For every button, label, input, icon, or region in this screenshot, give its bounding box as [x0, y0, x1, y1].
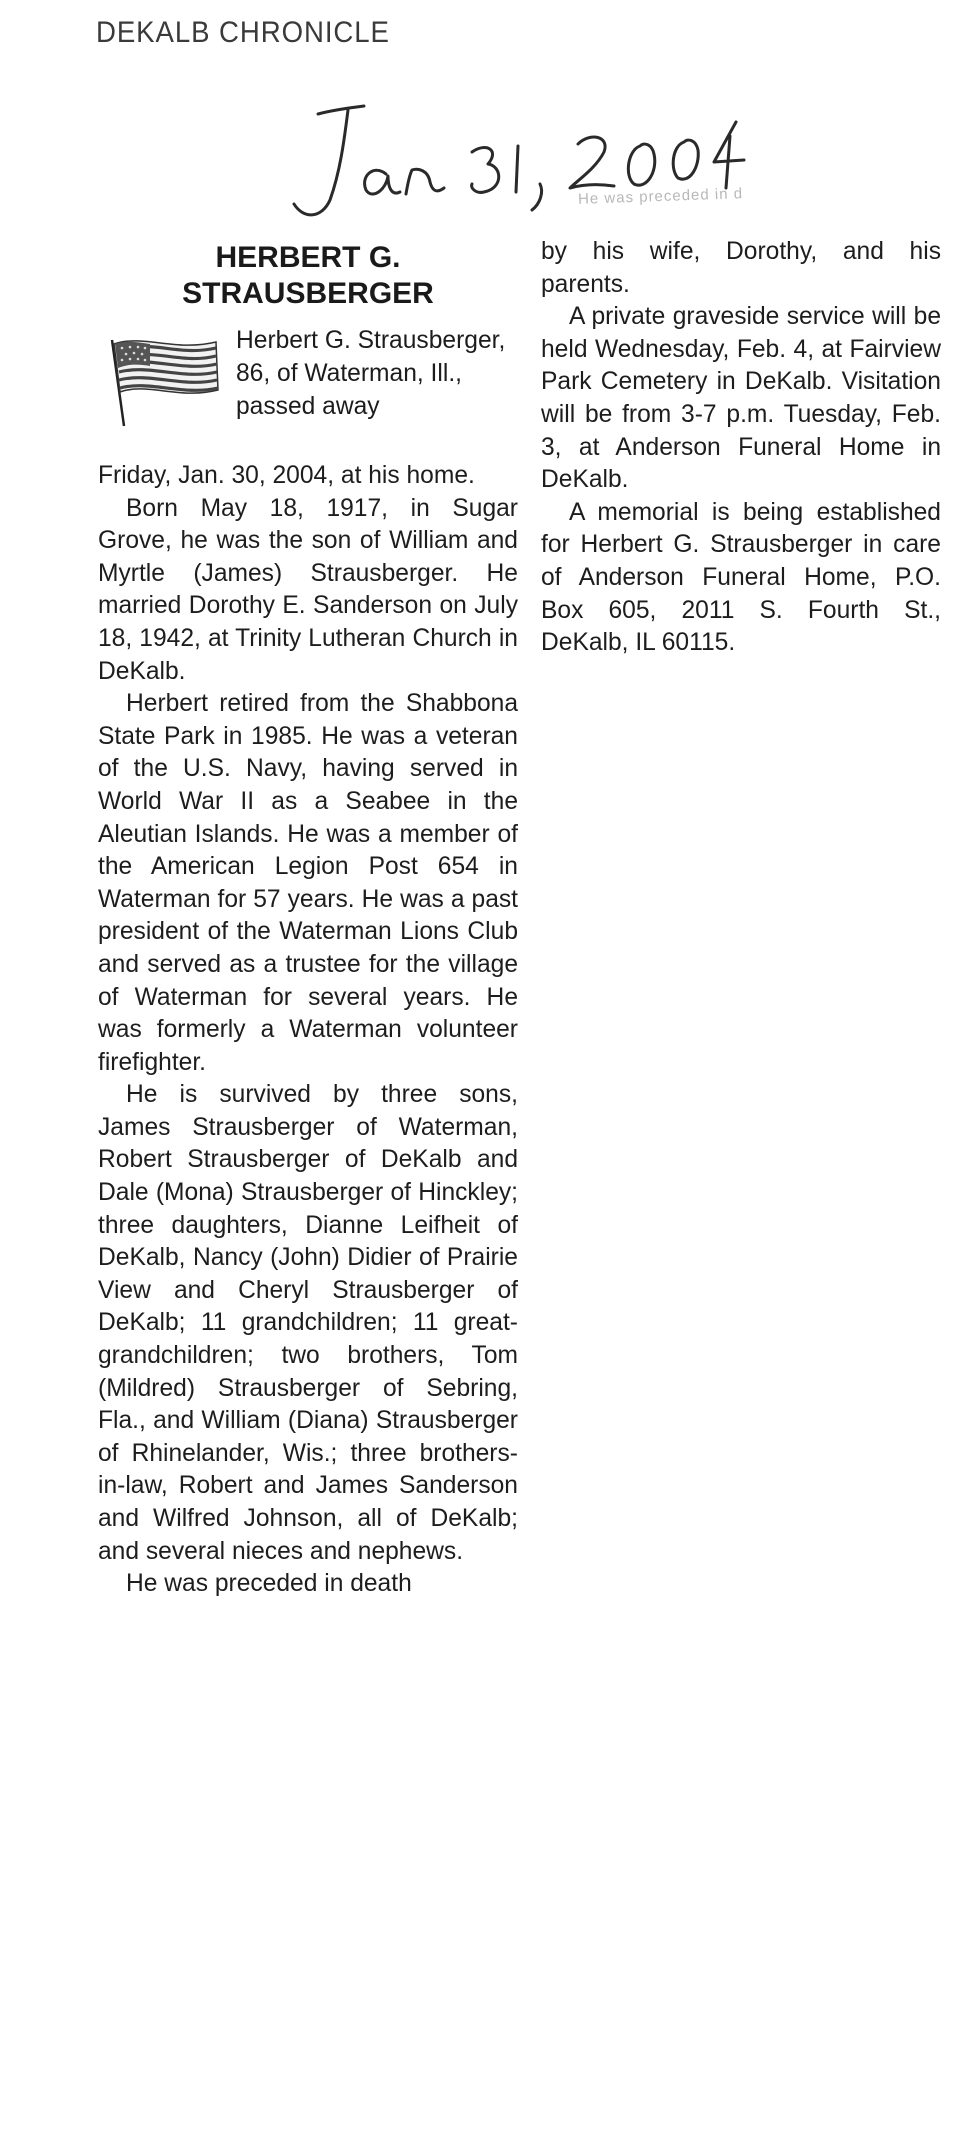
lead-text: Herbert G. Strausberger, 86, of Waterman, Ill., passed away — [236, 327, 506, 420]
column2-paragraph-2: A private graveside service will be held Wednesday, Feb. 4, at Fairview Park Cemetery in DeKalb. Visitation will be from 3-7 p.m. Tuesday, Feb. 3, at Anderson Funeral Home in DeKalb. — [541, 303, 941, 494]
column-2 — [541, 236, 941, 660]
handwritten-date-drawing — [278, 92, 748, 232]
headline-line-2: STRAUSBERGER — [182, 277, 434, 310]
masthead: DEKALB CHRONICLE — [96, 16, 390, 49]
paragraph-2: Born May 18, 1917, in Sugar Grove, he was the son of William and Myrtle (James) Strausberger. He married Dorothy E. Sanderson on July 18, 1942, at Trinity Lutheran Church in DeKalb. — [98, 494, 518, 685]
column-1 — [98, 328, 518, 1601]
bleed-through-text: He was preceded in d — [577, 185, 744, 208]
column2-paragraph-3: A memorial is being established for Herbert G. Strausberger in care of Anderson Funeral Home, P.O. Box 605, 2011 S. Fourth St., DeKalb, IL 60115. — [541, 498, 941, 657]
paragraph-5: He was preceded in death — [126, 1570, 412, 1598]
handwritten-date — [278, 92, 748, 232]
paragraph-1: Friday, Jan. 30, 2004, at his home. — [98, 462, 475, 489]
column2-paragraph-1: by his wife, Dorothy, and his parents. — [541, 238, 941, 298]
paragraph-4: He is survived by three sons, James Strausberger of Waterman, Robert Strausberger of DeKalb and Dale (Mona) Strausberger of Hinckley; three daughters, Dianne Leifheit of DeKalb, Nancy (John) Didier of Prairie View and Cheryl Strausberger of DeKalb; 11 grandchildren; 11 great-grandchildren; two brothers, Tom (Mildred) Strausberger of Sebring, Fla., and William (Diana) Strausberger of Rhinelander, Wis.; three brothers-in-law, Robert and James Sanderson and Wilfred Johnson, all of DeKalb; and several nieces and nephews. — [98, 1081, 518, 1565]
headline-line-1: HERBERT G. — [215, 241, 401, 274]
paragraph-3: Herbert retired from the Shabbona State Park in 1985. He was a veteran of the U.S. Navy, having served in World War II as a Seabee in the Aleutian Islands. He was a member of the American Legion Post 654 in Waterman for 57 years. He was a past president of the Waterman Lions Club and served as a trustee for the village of Waterman for several years. He was formerly a Waterman volunteer firefighter. — [98, 690, 518, 1076]
obituary-headline — [98, 240, 518, 312]
